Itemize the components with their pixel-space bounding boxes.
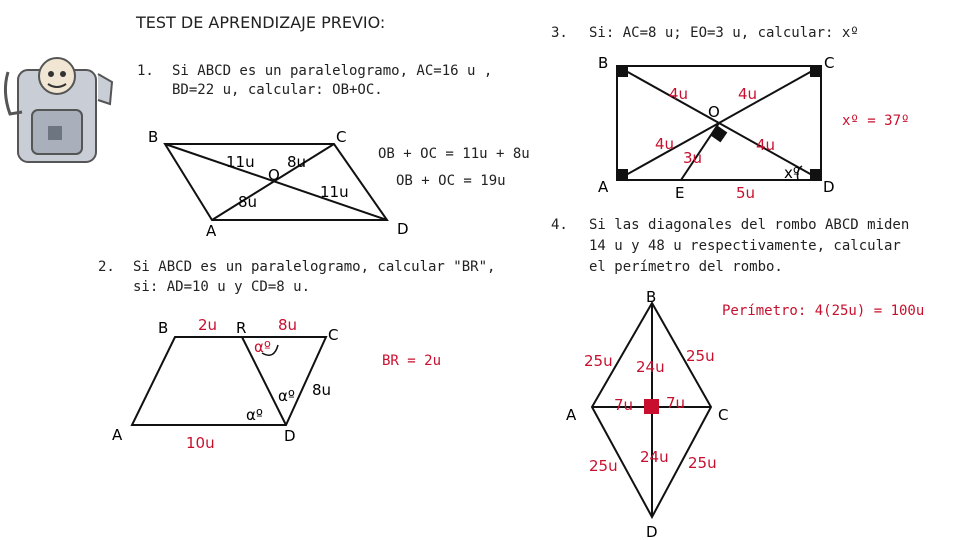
problem2-text-line1: Si ABCD es un paralelogramo, calcular "BR", (133, 259, 496, 275)
p1-seg-od: 11u (320, 183, 349, 201)
p3-angle-x: xº (784, 164, 800, 182)
p3-label-c: C (824, 54, 835, 72)
problem1-number: 1. (137, 63, 154, 79)
problem3-text: Si: AC=8 u; EO=3 u, calcular: xº (589, 25, 859, 41)
p2-seg-cd: 8u (312, 381, 332, 399)
p1-seg-oc: 8u (287, 153, 307, 171)
p4-seg-bo: 24u (636, 358, 665, 376)
p2-label-c: C (328, 326, 339, 344)
p1-seg-bo: 11u (226, 153, 255, 171)
p1-seg-ao: 8u (238, 193, 258, 211)
p1-label-c: C (336, 128, 347, 146)
problem2-text-line2: si: AD=10 u y CD=8 u. (133, 279, 311, 295)
p2-angle-d: αº (246, 406, 263, 424)
p4-seg-ad: 25u (589, 457, 618, 475)
p4-label-b: B (646, 288, 657, 306)
p3-label-a: A (598, 178, 609, 196)
problem1-answer-line1: OB + OC = 11u + 8u (378, 146, 530, 162)
p2-angle-c: αº (278, 387, 295, 405)
problem1-answer-line2: OB + OC = 19u (396, 173, 506, 189)
p3-label-d: D (823, 178, 835, 196)
p4-seg-ab: 25u (584, 352, 613, 370)
p1-label-a: A (206, 222, 217, 240)
p4-label-c: C (718, 406, 729, 424)
p3-seg-bo: 4u (669, 85, 689, 103)
p4-seg-oc: 7u (666, 394, 686, 412)
page-title: TEST DE APRENDIZAJE PREVIO: (136, 13, 386, 32)
problem2-number: 2. (98, 259, 115, 275)
p4-seg-bc: 25u (686, 347, 715, 365)
problem1-text-line1: Si ABCD es un paralelogramo, AC=16 u , (172, 63, 493, 79)
problem4-text-line1: Si las diagonales del rombo ABCD miden (589, 217, 910, 233)
p2-seg-br: 2u (198, 316, 218, 334)
problem3-answer: xº = 37º (842, 113, 910, 129)
p3-label-e: E (675, 184, 685, 202)
p1-label-b: B (148, 128, 159, 146)
p3-seg-od: 4u (756, 136, 776, 154)
p4-label-a: A (566, 406, 577, 424)
p4-seg-dc: 25u (688, 454, 717, 472)
p3-seg-oc: 4u (738, 85, 758, 103)
p3-seg-ed: 5u (736, 184, 756, 202)
p2-seg-ad: 10u (186, 434, 215, 452)
p1-label-o: O (268, 166, 280, 184)
problem1-text-line2: BD=22 u, calcular: OB+OC. (172, 82, 383, 98)
problem4-answer: Perímetro: 4(25u) = 100u (722, 303, 925, 319)
p2-label-d: D (284, 427, 296, 445)
p4-seg-ao: 7u (614, 396, 634, 414)
problem4-text-line3: el perímetro del rombo. (589, 259, 783, 275)
p3-label-b: B (598, 54, 609, 72)
p3-seg-ao: 4u (655, 135, 675, 153)
p4-seg-od: 24u (640, 448, 669, 466)
p2-label-r: R (236, 319, 247, 337)
p3-label-o: O (708, 103, 720, 121)
problem4-number: 4. (551, 217, 568, 233)
p2-seg-rc: 8u (278, 316, 298, 334)
p4-label-d: D (646, 523, 658, 540)
p3-seg-eo: 3u (683, 149, 703, 167)
problem2-answer: BR = 2u (382, 353, 442, 369)
p2-angle-r: αº (254, 338, 271, 356)
p2-label-b: B (158, 319, 169, 337)
problem4-text-line2: 14 u y 48 u respectivamente, calcular (589, 238, 901, 254)
p2-label-a: A (112, 426, 123, 444)
p1-label-d: D (397, 220, 409, 238)
problem3-number: 3. (551, 25, 568, 41)
